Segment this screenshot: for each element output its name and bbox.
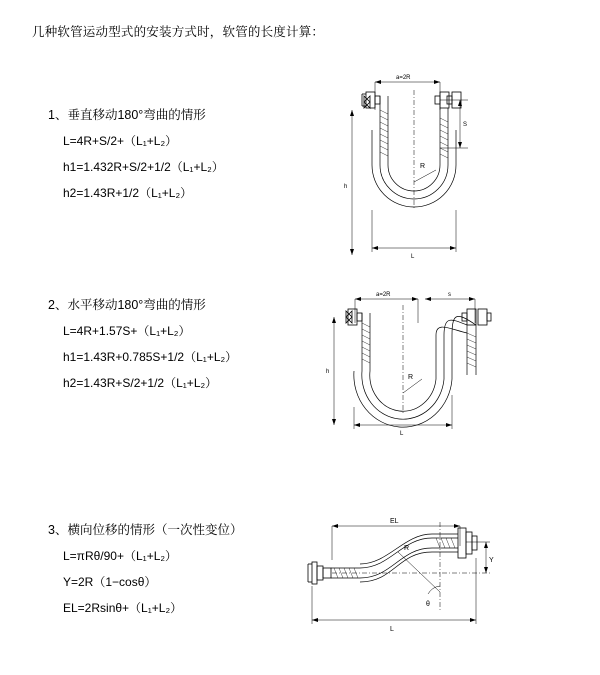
section-2-formula-3: h2=1.43R+S/2+1/2（L₁+L₂） bbox=[63, 376, 218, 390]
dim3-label-l: L bbox=[390, 626, 394, 633]
section-2-title: 2、水平移动180°弯曲的情形 bbox=[48, 298, 206, 312]
section-1-title: 1、垂直移动180°弯曲的情形 bbox=[48, 108, 206, 122]
dim-label-l: L bbox=[411, 254, 415, 260]
dim2-label-s: s bbox=[448, 292, 451, 298]
section-1-formula-3: h2=1.43R+1/2（L₁+L₂） bbox=[63, 186, 193, 200]
dim-label-s: S bbox=[463, 122, 468, 128]
dim-label-h: h bbox=[344, 184, 348, 190]
section-2-formula-2: h1=1.43R+0.785S+1/2（L₁+L₂） bbox=[63, 350, 238, 364]
dim3-label-el: EL bbox=[390, 518, 399, 525]
dim3-label-r: R bbox=[404, 545, 410, 552]
section-1-diagram bbox=[300, 70, 530, 280]
section-3-formula-3: EL=2Rsinθ+（L₁+L₂） bbox=[63, 601, 183, 615]
dim-label-a2r: a=2R bbox=[396, 75, 411, 81]
dim3-label-y: Y bbox=[489, 557, 494, 564]
section-2-diagram bbox=[300, 275, 530, 465]
section-3-text bbox=[48, 520, 298, 625]
section-3-diagram bbox=[290, 502, 530, 647]
page-title: 几种软管运动型式的安装方式时，软管的长度计算： bbox=[32, 25, 325, 39]
dim2-label-r: R bbox=[408, 374, 414, 381]
dim2-label-a2r: a=2R bbox=[376, 292, 391, 298]
dim2-label-h: h bbox=[326, 369, 330, 375]
section-3-formula-1: L=πRθ/90+（L₁+L₂） bbox=[63, 549, 178, 563]
dim2-label-l: L bbox=[400, 431, 404, 437]
dim3-label-theta: θ bbox=[426, 601, 430, 608]
section-2-formula-1: L=4R+1.57S+（L₁+L₂） bbox=[63, 324, 191, 338]
section-1-formula-1: L=4R+S/2+（L₁+L₂） bbox=[63, 134, 178, 148]
section-1-formula-2: h1=1.432R+S/2+1/2（L₁+L₂） bbox=[63, 160, 224, 174]
section-1-text bbox=[48, 105, 298, 210]
section-3-formula-2: Y=2R（1−cosθ） bbox=[63, 575, 157, 589]
dim-label-r: R bbox=[420, 163, 426, 170]
section-3-title: 3、横向位移的情形（一次性变位） bbox=[48, 523, 243, 537]
section-2-text bbox=[48, 295, 298, 400]
